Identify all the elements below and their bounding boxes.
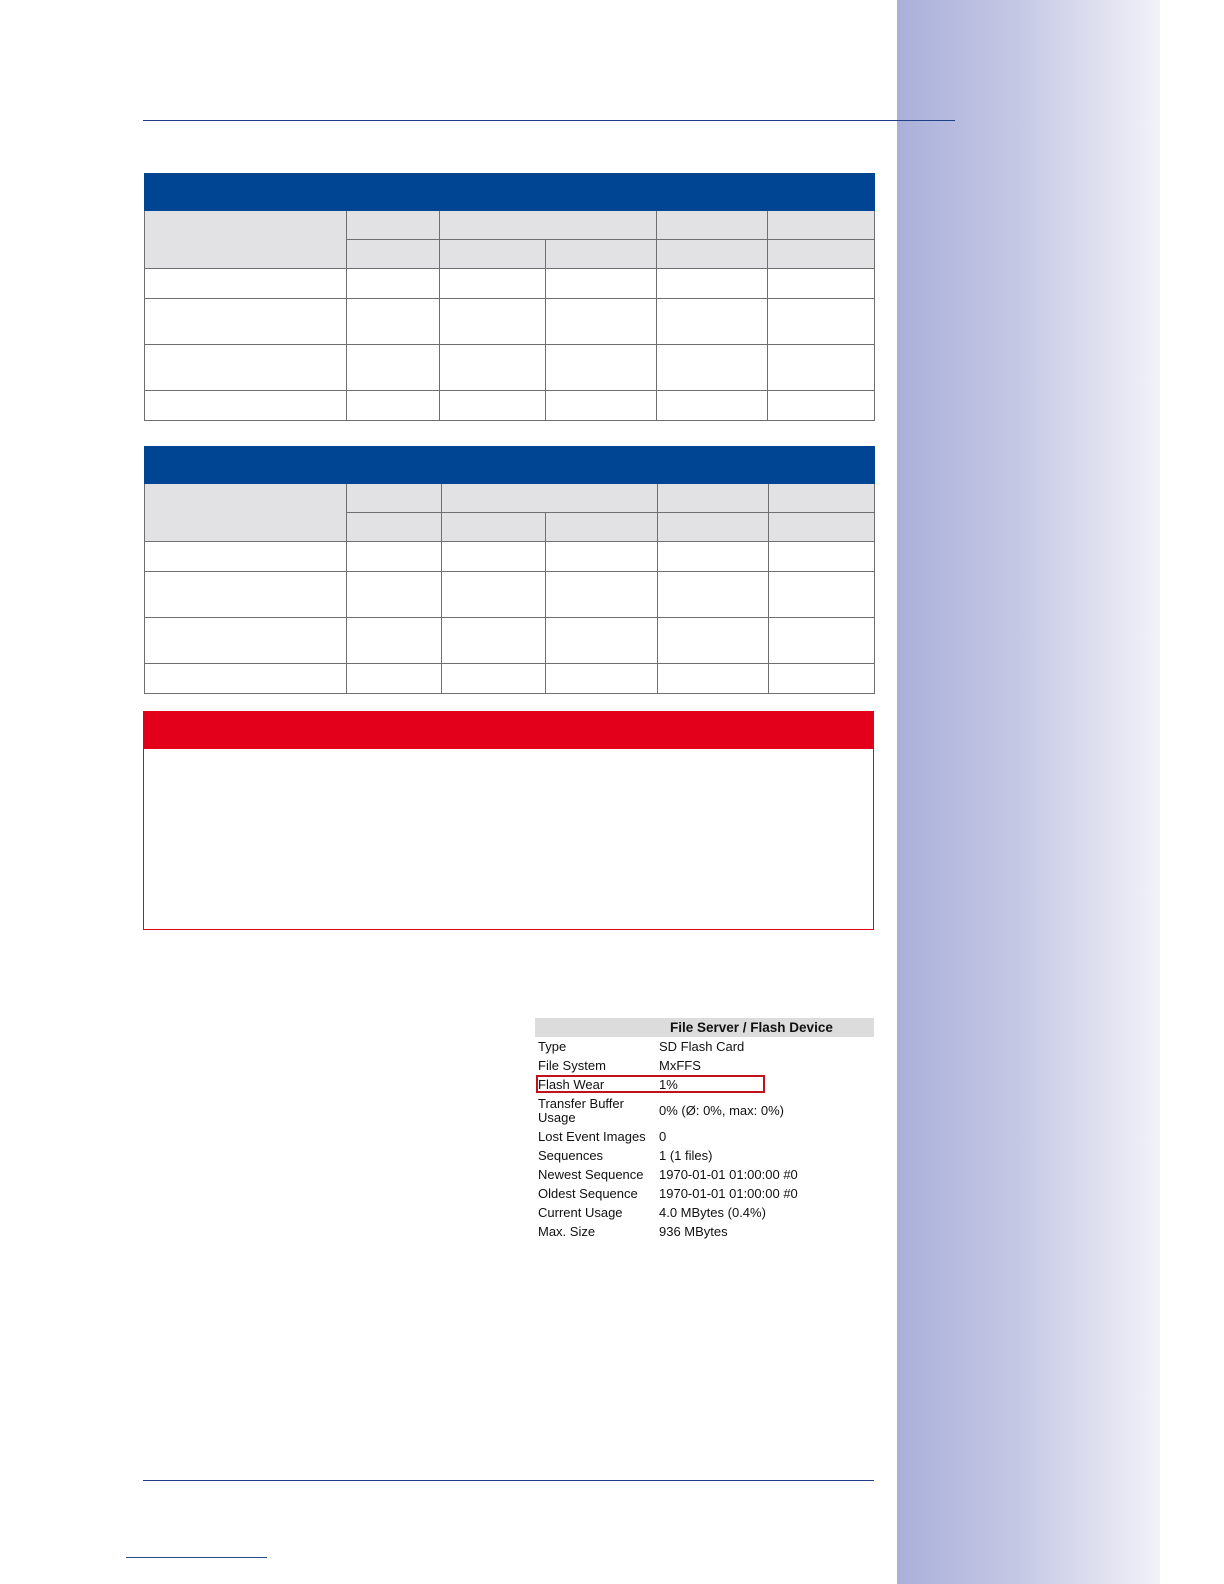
row-label: Oldest Sequence bbox=[538, 1185, 638, 1201]
table-row bbox=[145, 542, 875, 572]
table-title-bar bbox=[145, 174, 875, 211]
header-rule bbox=[143, 120, 955, 121]
table-row bbox=[145, 618, 875, 664]
header-cell bbox=[769, 484, 875, 513]
info-row-oldest-sequence bbox=[535, 1184, 874, 1203]
row-value: SD Flash Card bbox=[659, 1039, 745, 1054]
header-cell bbox=[658, 513, 769, 542]
header-cell bbox=[657, 211, 768, 240]
row-value: 1% bbox=[659, 1077, 678, 1092]
header-cell bbox=[442, 513, 546, 542]
table-row bbox=[145, 664, 875, 694]
warning-header-bar bbox=[144, 712, 873, 749]
row-value: 1970-01-01 01:00:00 #0 bbox=[659, 1186, 798, 1201]
header-cell bbox=[145, 484, 347, 542]
row-label: Transfer Buffer Usage bbox=[538, 1095, 624, 1125]
row-label: Type bbox=[538, 1038, 567, 1054]
warning-box bbox=[143, 711, 874, 930]
table-row bbox=[145, 269, 875, 299]
header-cell bbox=[769, 513, 875, 542]
flash-wear-highlight-box bbox=[536, 1075, 765, 1093]
info-row-flash-wear bbox=[535, 1075, 874, 1094]
header-cell bbox=[768, 240, 875, 269]
table-row bbox=[145, 572, 875, 618]
info-row-current-usage bbox=[535, 1203, 874, 1222]
header-cell bbox=[440, 240, 546, 269]
row-label: Sequences bbox=[538, 1147, 604, 1163]
file-server-panel bbox=[535, 1018, 874, 1241]
info-row-sequences bbox=[535, 1146, 874, 1165]
header-cell bbox=[768, 211, 875, 240]
info-row-lost-events bbox=[535, 1127, 874, 1146]
row-value: 1970-01-01 01:00:00 #0 bbox=[659, 1167, 798, 1182]
footer-link-underline bbox=[126, 1557, 267, 1558]
row-label: File System bbox=[538, 1057, 606, 1073]
info-row-file-system bbox=[535, 1056, 874, 1075]
header-cell bbox=[347, 484, 442, 513]
row-value: 0 bbox=[659, 1129, 667, 1144]
header-cell bbox=[347, 211, 440, 240]
table-row bbox=[145, 299, 875, 345]
header-cell bbox=[442, 484, 658, 513]
info-row-max-size bbox=[535, 1222, 874, 1241]
header-cell bbox=[347, 513, 442, 542]
row-label: Lost Event Images bbox=[538, 1128, 646, 1144]
table-title-bar bbox=[145, 447, 875, 484]
row-value: 4.0 MBytes (0.4%) bbox=[659, 1205, 766, 1220]
header-cell bbox=[658, 484, 769, 513]
header-cell bbox=[546, 240, 657, 269]
info-row-newest-sequence bbox=[535, 1165, 874, 1184]
header-cell bbox=[145, 211, 347, 269]
header-cell bbox=[347, 240, 440, 269]
row-value: 0% (Ø: 0%, max: 0%) bbox=[659, 1103, 784, 1118]
row-label: Newest Sequence bbox=[538, 1166, 644, 1182]
info-row-type bbox=[535, 1037, 874, 1056]
row-label: Flash Wear bbox=[538, 1076, 605, 1092]
header-cell bbox=[546, 513, 658, 542]
row-value: MxFFS bbox=[659, 1058, 701, 1073]
panel-title: File Server / Flash Device bbox=[535, 1018, 874, 1037]
footer-rule bbox=[143, 1480, 874, 1481]
header-cell bbox=[440, 211, 657, 240]
spec-table-2 bbox=[144, 446, 875, 694]
row-label: Max. Size bbox=[538, 1223, 596, 1239]
info-row-transfer-buffer bbox=[535, 1094, 874, 1127]
row-value: 1 (1 files) bbox=[659, 1148, 713, 1163]
row-value: 936 MBytes bbox=[659, 1224, 728, 1239]
row-label: Current Usage bbox=[538, 1204, 623, 1220]
table-row bbox=[145, 391, 875, 421]
header-cell bbox=[657, 240, 768, 269]
table-row bbox=[145, 345, 875, 391]
page-sidebar-band bbox=[897, 0, 1160, 1584]
spec-table-1 bbox=[144, 173, 875, 421]
